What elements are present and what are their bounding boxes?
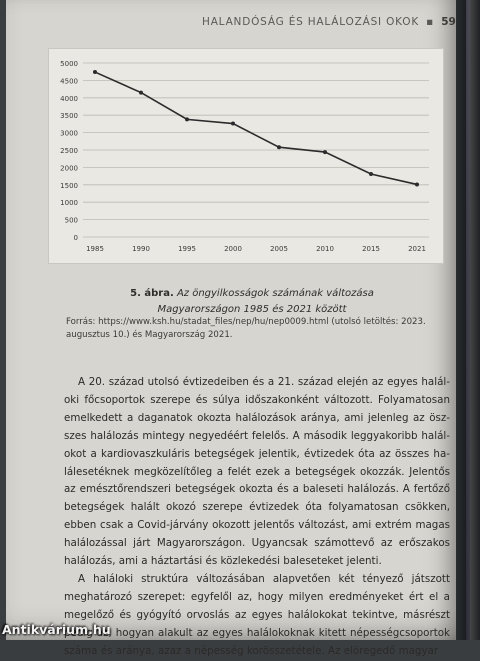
book-page — [6, 0, 456, 657]
body-text — [64, 374, 450, 661]
data-point — [277, 145, 281, 149]
y-tick-label: 2000 — [60, 164, 78, 173]
x-tick-label: 2000 — [224, 245, 242, 253]
x-tick-label: 2010 — [316, 245, 334, 253]
figure-title-line1: Az öngyilkosságok számának változása — [176, 288, 374, 299]
x-tick-label: 1990 — [132, 245, 150, 253]
source-line2: augusztus 10.) és Magyarország 2021. — [66, 330, 233, 340]
y-tick-label: 0 — [73, 234, 78, 242]
data-point — [93, 70, 97, 74]
data-point — [415, 182, 419, 186]
page-number: 59 — [441, 16, 456, 28]
chart-svg — [49, 49, 443, 263]
figure-title-line2: Magyarországon 1985 és 2021 között — [157, 304, 347, 315]
data-point — [231, 122, 235, 126]
y-tick-label: 1000 — [60, 199, 78, 208]
figure-source — [66, 316, 444, 342]
y-tick-label: 1500 — [60, 181, 78, 190]
y-tick-label: 4000 — [60, 94, 78, 103]
data-point — [139, 91, 143, 95]
running-head-separator: ▪ — [426, 16, 435, 28]
data-point — [185, 117, 189, 121]
x-tick-label: 2021 — [408, 245, 426, 253]
y-tick-label: 5000 — [60, 60, 78, 68]
watermark-logo: Antikvárium.hu — [2, 622, 111, 637]
y-tick-label: 500 — [64, 216, 78, 225]
paragraph-2: A haláloki struktúra változásában alapvetően két tényező játszott meghatározó szerepet: egyfelől az, hogy milyen eredményeket ért el a megelőző és gyógyító orvoslás az egyes halálokokat tekintve, másrészt pedig az, hogyan alakult az egyes halálokoknak kitett népességcsoportok száma és aránya, azaz a népesség korösszetétele. Az elöregedő magyar — [64, 572, 450, 657]
running-head-title: HALANDÓSÁG ÉS HALÁLOZÁSI OKOK — [202, 16, 420, 28]
x-tick-label: 1995 — [178, 245, 196, 253]
data-point — [323, 150, 327, 154]
x-tick-label: 2015 — [362, 245, 380, 253]
suicide-chart — [48, 48, 444, 264]
figure-number: 5. ábra. — [130, 288, 174, 299]
x-tick-label: 1985 — [86, 245, 104, 253]
y-tick-label: 4500 — [60, 77, 78, 86]
x-tick-label: 2005 — [270, 245, 288, 253]
running-head — [202, 16, 456, 28]
figure-caption — [102, 286, 402, 318]
data-point — [369, 172, 373, 176]
y-tick-label: 2500 — [60, 147, 78, 155]
y-tick-label: 3000 — [60, 129, 78, 138]
source-line1: Forrás: https://www.ksh.hu/stadat_files/nep/hu/nep0009.html (utolsó letöltés: 2023. — [66, 317, 426, 327]
book-edge-highlight — [466, 0, 470, 640]
paragraph-1: A 20. század utolsó évtizedeiben és a 21. század elején az egyes haláloki főcsoportok szerepe és súlya időszakonként változott. Folyamatosan emelkedett a daganatok okozta halálozások aránya, ami jelenleg az öszszes halálozás mintegy negyedéért felelős. A második leggyakoribb halálokot a kardiovaszkuláris betegségek jelentik, évtizedek óta az összes halálesetéknek megközelítőleg a felét ezek a betegségek okozzák. Jelentős az emésztőrendszeri betegségek okozta és a baleseti halálozás. A fertőző betegségek halált okozó szerepe évtizedek óta folyamatosan csökken, ebben csak a Covid-járvány okozott jelentős változást, ami extrém magas halálozással járt Magyarországon. Ugyancsak számottevő az erőszakos halálozás, ami a háztartási és közlekedési baleseteket jelenti. — [64, 376, 450, 568]
y-tick-label: 3500 — [60, 112, 78, 121]
